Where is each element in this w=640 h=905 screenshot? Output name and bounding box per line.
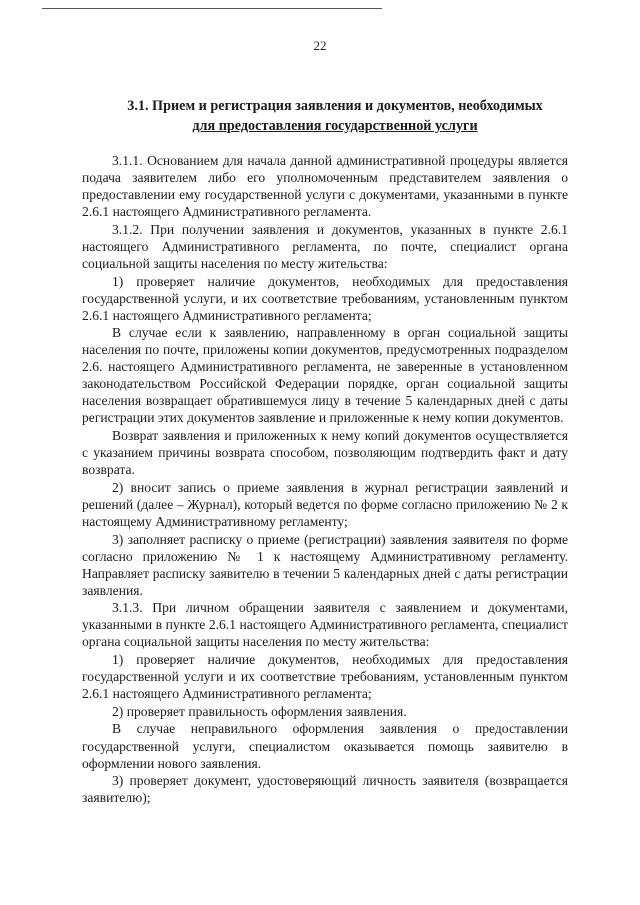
section-heading-line-1: 3.1. Прием и регистрация заявления и документов, необходимых — [127, 98, 543, 114]
paragraph-return-case: В случае если к заявлению, направленному в орган социальной защиты населения по почте, приложены копии документов, предусмотренных подразделом 2.6. настоящего Административного регламента, не заверенные в установленном законодательством Российской Федерации порядке, орган социальной защиты населения возвращает обратившемуся лицу в течение 5 календарных дней с даты регистрации этих документов заявление и приложенные к нему копии документов. — [82, 325, 568, 426]
paragraph-item-1-mail: 1) проверяет наличие документов, необходимых для предоставления государственной услуги, и их соответствие требованиям, установленным пунктом 2.6.1 настоящего Административного регламента; — [82, 273, 568, 323]
page-number: 22 — [313, 38, 327, 53]
document-body — [82, 152, 568, 806]
paragraph-item-2-journal: 2) вносит запись о приеме заявления в журнал регистрации заявлений и решений (далее – Журнал), который ведется по форме согласно приложению № 2 к настоящему Административному регламенту; — [82, 479, 568, 529]
paragraph-3-1-3: 3.1.3. При личном обращении заявителя с заявлением и документами, указанными в пункте 2.6.1 настоящего Административного регламента, специалист органа социальной защиты населения по месту жительства: — [82, 600, 568, 650]
paragraph-item-3-receipt: 3) заполняет расписку о приеме (регистрации) заявления заявителя по форме согласно приложению № 1 к настоящему Административному регламенту. Направляет расписку заявителю в течении 5 календарных дней с даты регистрации заявления. — [82, 531, 568, 598]
paragraph-item-2-check: 2) проверяет правильность оформления заявления. — [112, 703, 407, 719]
paragraph-incorrect-form: В случае неправильного оформления заявления о предоставлении государственной услуги, специалистом оказывается помощь заявителю в оформлении нового заявления. — [82, 721, 568, 771]
top-rule — [42, 8, 382, 9]
paragraph-return-method: Возврат заявления и приложенных к нему копий документов осуществляется с указанием причины возврата способом, позволяющим подтвердить факт и дату возврата. — [82, 428, 568, 478]
section-heading — [100, 96, 570, 136]
paragraph-3-1-1: 3.1.1. Основанием для начала данной административной процедуры является подача заявителем либо его уполномоченным представителем заявления о предоставлении ему государственной услуги с документами, указанными в пункте 2.6.1 настоящего Административного регламента. — [82, 153, 568, 220]
paragraph-item-1-personal: 1) проверяет наличие документов, необходимых для предоставления государственной услуги и их соответствие требованиям, установленным пунктом 2.6.1 настоящего Административного регламента; — [82, 652, 568, 702]
paragraph-item-3-identity: 3) проверяет документ, удостоверяющий личность заявителя (возвращается заявителю); — [82, 773, 568, 806]
paragraph-3-1-2: 3.1.2. При получении заявления и документов, указанных в пункте 2.6.1 настоящего Административного регламента, по почте, специалист органа социальной защиты населения по месту жительства: — [82, 221, 568, 271]
section-heading-line-2: для предоставления государственной услуги — [192, 118, 478, 134]
